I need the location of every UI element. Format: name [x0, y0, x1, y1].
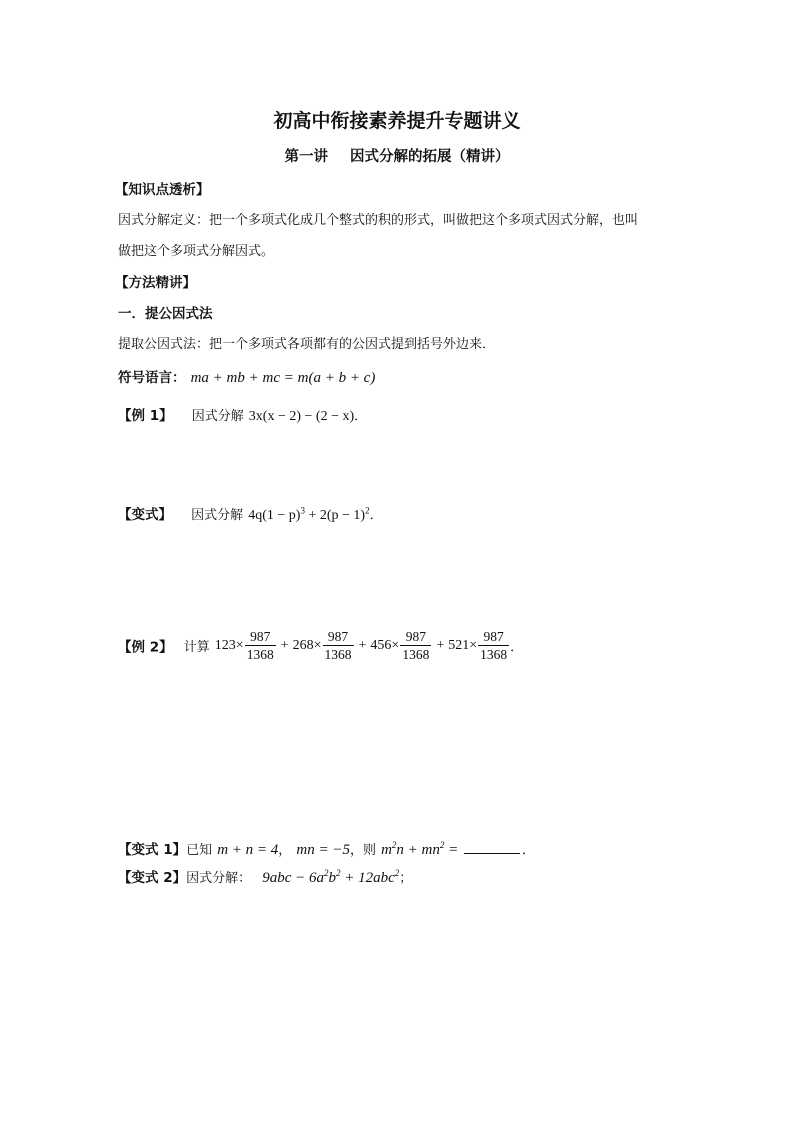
example-1-label: 【例 1】	[118, 408, 173, 424]
lecture-number: 第一讲	[284, 149, 328, 165]
example-2-end: ．	[510, 640, 524, 655]
variant-1-separator: ，	[278, 843, 292, 858]
variant-2-expression: $9abc - 6a^2b^2 + 12abc^2$	[262, 868, 400, 886]
example-1-end: ．	[354, 409, 368, 424]
document-title: 初高中衔接素养提升专题讲义	[273, 110, 521, 132]
variant-1-condition-2: mn = −5	[296, 842, 350, 858]
fraction-denominator: 1368	[246, 647, 274, 662]
symbol-label: 符号语言：	[118, 370, 186, 386]
example-1	[118, 404, 367, 425]
example-2-label: 【例 2】	[118, 639, 173, 656]
symbol-language	[118, 366, 375, 387]
operator-times: ×	[469, 637, 478, 653]
variant-1-target: $m^2n + mn^2$ =	[381, 840, 463, 858]
fraction-numerator: 987	[323, 628, 354, 646]
operator-plus: +	[280, 637, 289, 653]
knowledge-heading: 【知识点透析】	[115, 182, 210, 198]
method-heading: 【方法精讲】	[115, 275, 196, 291]
fraction	[323, 628, 354, 663]
definition-line-1: 因式分解定义：把一个多项式化成几个整式的积的形式，叫做把这个多项式因式分解，也叫	[118, 213, 639, 228]
example-1-prompt: 因式分解	[191, 409, 244, 424]
operator-plus: +	[358, 637, 367, 653]
definition-line-2: 做把这个多项式分解因式。	[118, 244, 275, 259]
coefficient: 123	[214, 637, 236, 653]
variant-1-condition-1: m + n = 4	[217, 842, 279, 858]
fraction-denominator: 1368	[480, 647, 508, 662]
method1-heading: 一．提公因式法	[118, 306, 213, 322]
variant-1	[118, 838, 535, 859]
lecture-topic: 因式分解的拓展（精讲）	[350, 149, 510, 165]
variant-1-label: 【变式 1】	[118, 842, 187, 858]
variant-expression: $4q(1 - p)^3 + 2(p - 1)^2$	[248, 505, 370, 523]
operator-times: ×	[235, 637, 244, 653]
variant-1-then: ，则	[349, 843, 376, 858]
variant-2-end: ；	[399, 871, 413, 886]
variant-2-prompt: 因式分解：	[186, 871, 252, 886]
operator-times: ×	[313, 637, 322, 653]
example-2-prompt: 计算	[183, 640, 210, 655]
example-2-expression	[214, 629, 510, 662]
fraction-numerator: 987	[400, 628, 431, 646]
example-2	[118, 628, 523, 663]
answer-blank[interactable]	[464, 841, 520, 854]
variant-prompt: 因式分解	[191, 508, 244, 523]
variant-1-given: 已知	[186, 843, 213, 858]
fraction	[400, 628, 431, 663]
variant-2-label: 【变式 2】	[118, 870, 187, 886]
variant-2	[118, 866, 412, 887]
symbol-formula: ma + mb + mc = m(a + b + c)	[190, 370, 376, 386]
variant-label: 【变式】	[118, 507, 172, 523]
coefficient: 456	[370, 637, 392, 653]
example-1-expression: 3x(x − 2) − (2 − x)	[248, 409, 355, 424]
variant-1-end: ．	[522, 843, 536, 858]
method1-definition: 提取公因式法：把一个多项式各项都有的公因式提到括号外边来．	[118, 337, 496, 352]
operator-times: ×	[391, 637, 400, 653]
lecture-subtitle	[0, 145, 794, 166]
variant-end: ．	[369, 508, 383, 523]
fraction-denominator: 1368	[324, 647, 352, 662]
operator-plus: +	[436, 637, 445, 653]
fraction-denominator: 1368	[402, 647, 430, 662]
coefficient: 521	[448, 637, 470, 653]
coefficient: 268	[292, 637, 314, 653]
fraction-numerator: 987	[245, 628, 276, 646]
fraction	[478, 628, 509, 663]
fraction-numerator: 987	[478, 628, 509, 646]
fraction	[245, 628, 276, 663]
variant	[118, 503, 383, 524]
